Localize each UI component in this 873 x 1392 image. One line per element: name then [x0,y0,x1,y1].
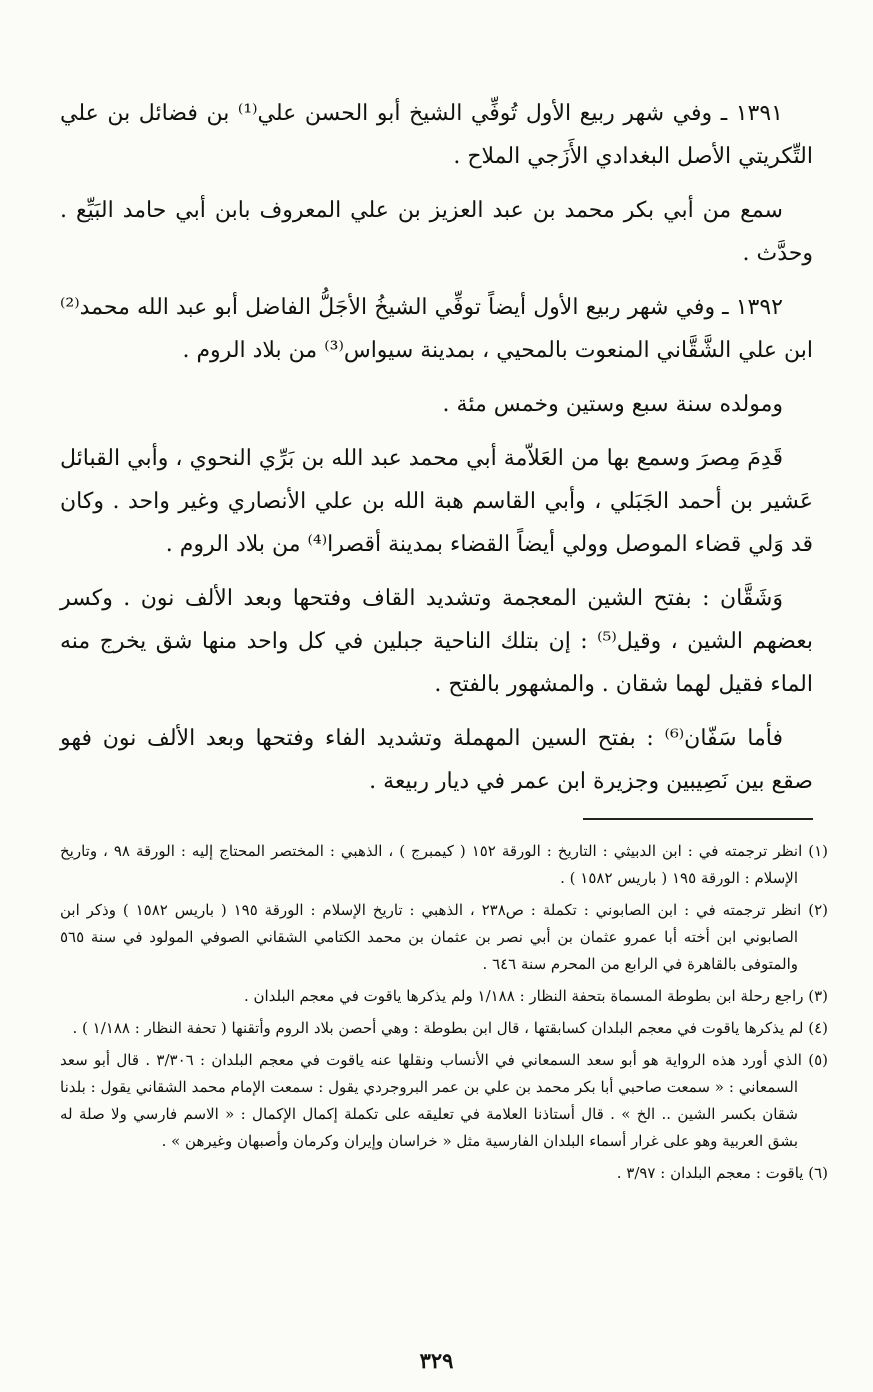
footnote-3: (٣) راجع رحلة ابن بطوطة المسماة بتحفة النظار : ١/١٨٨ ولم يذكرها ياقوت في معجم البلدان . [243,987,828,1005]
footnote-2: (٢) انظر ترجمته في : ابن الصابوني : تكملة : ص٢٣٨ ، الذهبي : تاريخ الإسلام : الورقة ١٩٥ ( باريس ١٥٨٢ ) وذكر ابن الصابوني ابن أخته أبا عمرو عثمان بن أبي نصر بن عثمان بن محمد الكتامي الشقاني الصوفي المولود في سنة ٥٦٥ والمتوفى بالقاهرة في الرابع من المحرم سنة ٦٤٦ . [60,901,828,973]
paragraph-sama: سمع من أبي بكر محمد بن عبد العزيز بن علي المعروف بابن أبي حامد البَيِّع . وحدَّث . [60,198,813,266]
paragraph-qadima: قَدِمَ مِصرَ وسمع بها من العَلاّمة أبي محمد عبد الله بن بَرِّي النحوي ، وأبي القبائل عَشير بن أحمد الجَبَلي ، وأبي القاسم هبة الله بن علي الأنصاري وغير واحد . وكان قد وَلي قضاء الموصل وولي أيضاً القضاء بمدينة أقصرا⁽⁴⁾ من بلاد الروم . [60,446,813,557]
paragraph-birth: ومولده سنة سبع وستين وخمس مئة . [442,392,783,417]
footnote-4: (٤) لم يذكرها ياقوت في معجم البلدان كسابقتها ، قال ابن بطوطة : وهي أحصن بلاد الروم وأتقنها ( تحفة النظار : ١/١٨٨ ) . [72,1019,828,1037]
footnotes [60,838,828,1192]
main-text [60,92,813,814]
footnote-6: (٦) ياقوت : معجم البلدان : ٣/٩٧ . [616,1164,828,1182]
footnote-1: (١) انظر ترجمته في : ابن الدبيثي : التاريخ : الورقة ١٥٢ ( كيمبرج ) ، الذهبي : المختصر المحتاج إليه : الورقة ٩٨ ، وتاريخ الإسلام : الورقة ١٩٥ ( باريس ١٥٨٢ ) . [60,842,828,887]
entry-1391: ١٣٩١ ـ وفي شهر ربيع الأول تُوفِّي الشيخ أبو الحسن علي⁽¹⁾ بن فضائل بن علي التِّكريتي الأصل البغدادي الأَزَجي الملاح . [60,101,813,169]
footnote-divider [583,818,813,820]
paragraph-saffan: فأما سَفّان⁽⁶⁾ : بفتح السين المهملة وتشديد الفاء وفتحها وبعد الألف نون فهو صقع بين نَصِيبين وجزيرة ابن عمر في ديار ربيعة . [60,726,813,794]
page-number: ٣٢٩ [419,1348,454,1373]
footnote-5: (٥) الذي أورد هذه الرواية هو أبو سعد السمعاني في الأنساب ونقلها عنه ياقوت في معجم البلدان : ٣/٣٠٦ . قال أبو سعد السمعاني : « سمعت صاحبي أبا بكر محمد بن علي بن عمر البروجردي يقول : سمعت الإمام محمد الشقاني يقول : بلدنا شقان بكسر الشين .. الخ » . قال أستاذنا العلامة في تعليقه على تكملة إكمال الإكمال : « الاسم فارسي ولا صلة له بشق العربية وهو على غرار أسماء البلدان الفارسية مثل « خراسان وإيران وكرمان وأصبهان وغيرهن » . [60,1051,828,1150]
entry-1392: ١٣٩٢ ـ وفي شهر ربيع الأول أيضاً توفِّي الشيخُ الأجَلُّ الفاضل أبو عبد الله محمد⁽²⁾ ابن علي الشَّقَّاني المنعوت بالمحيي ، بمدينة سيواس⁽³⁾ من بلاد الروم . [60,295,813,363]
paragraph-shaqqan: وَشَقَّان : بفتح الشين المعجمة وتشديد القاف وفتحها وبعد الألف نون . وكسر بعضهم الشين ، وقيل⁽⁵⁾ : إن بتلك الناحية جبلين في كل واحد منها شق يخرج منه الماء فقيل لهما شقان . والمشهور بالفتح . [60,586,813,697]
